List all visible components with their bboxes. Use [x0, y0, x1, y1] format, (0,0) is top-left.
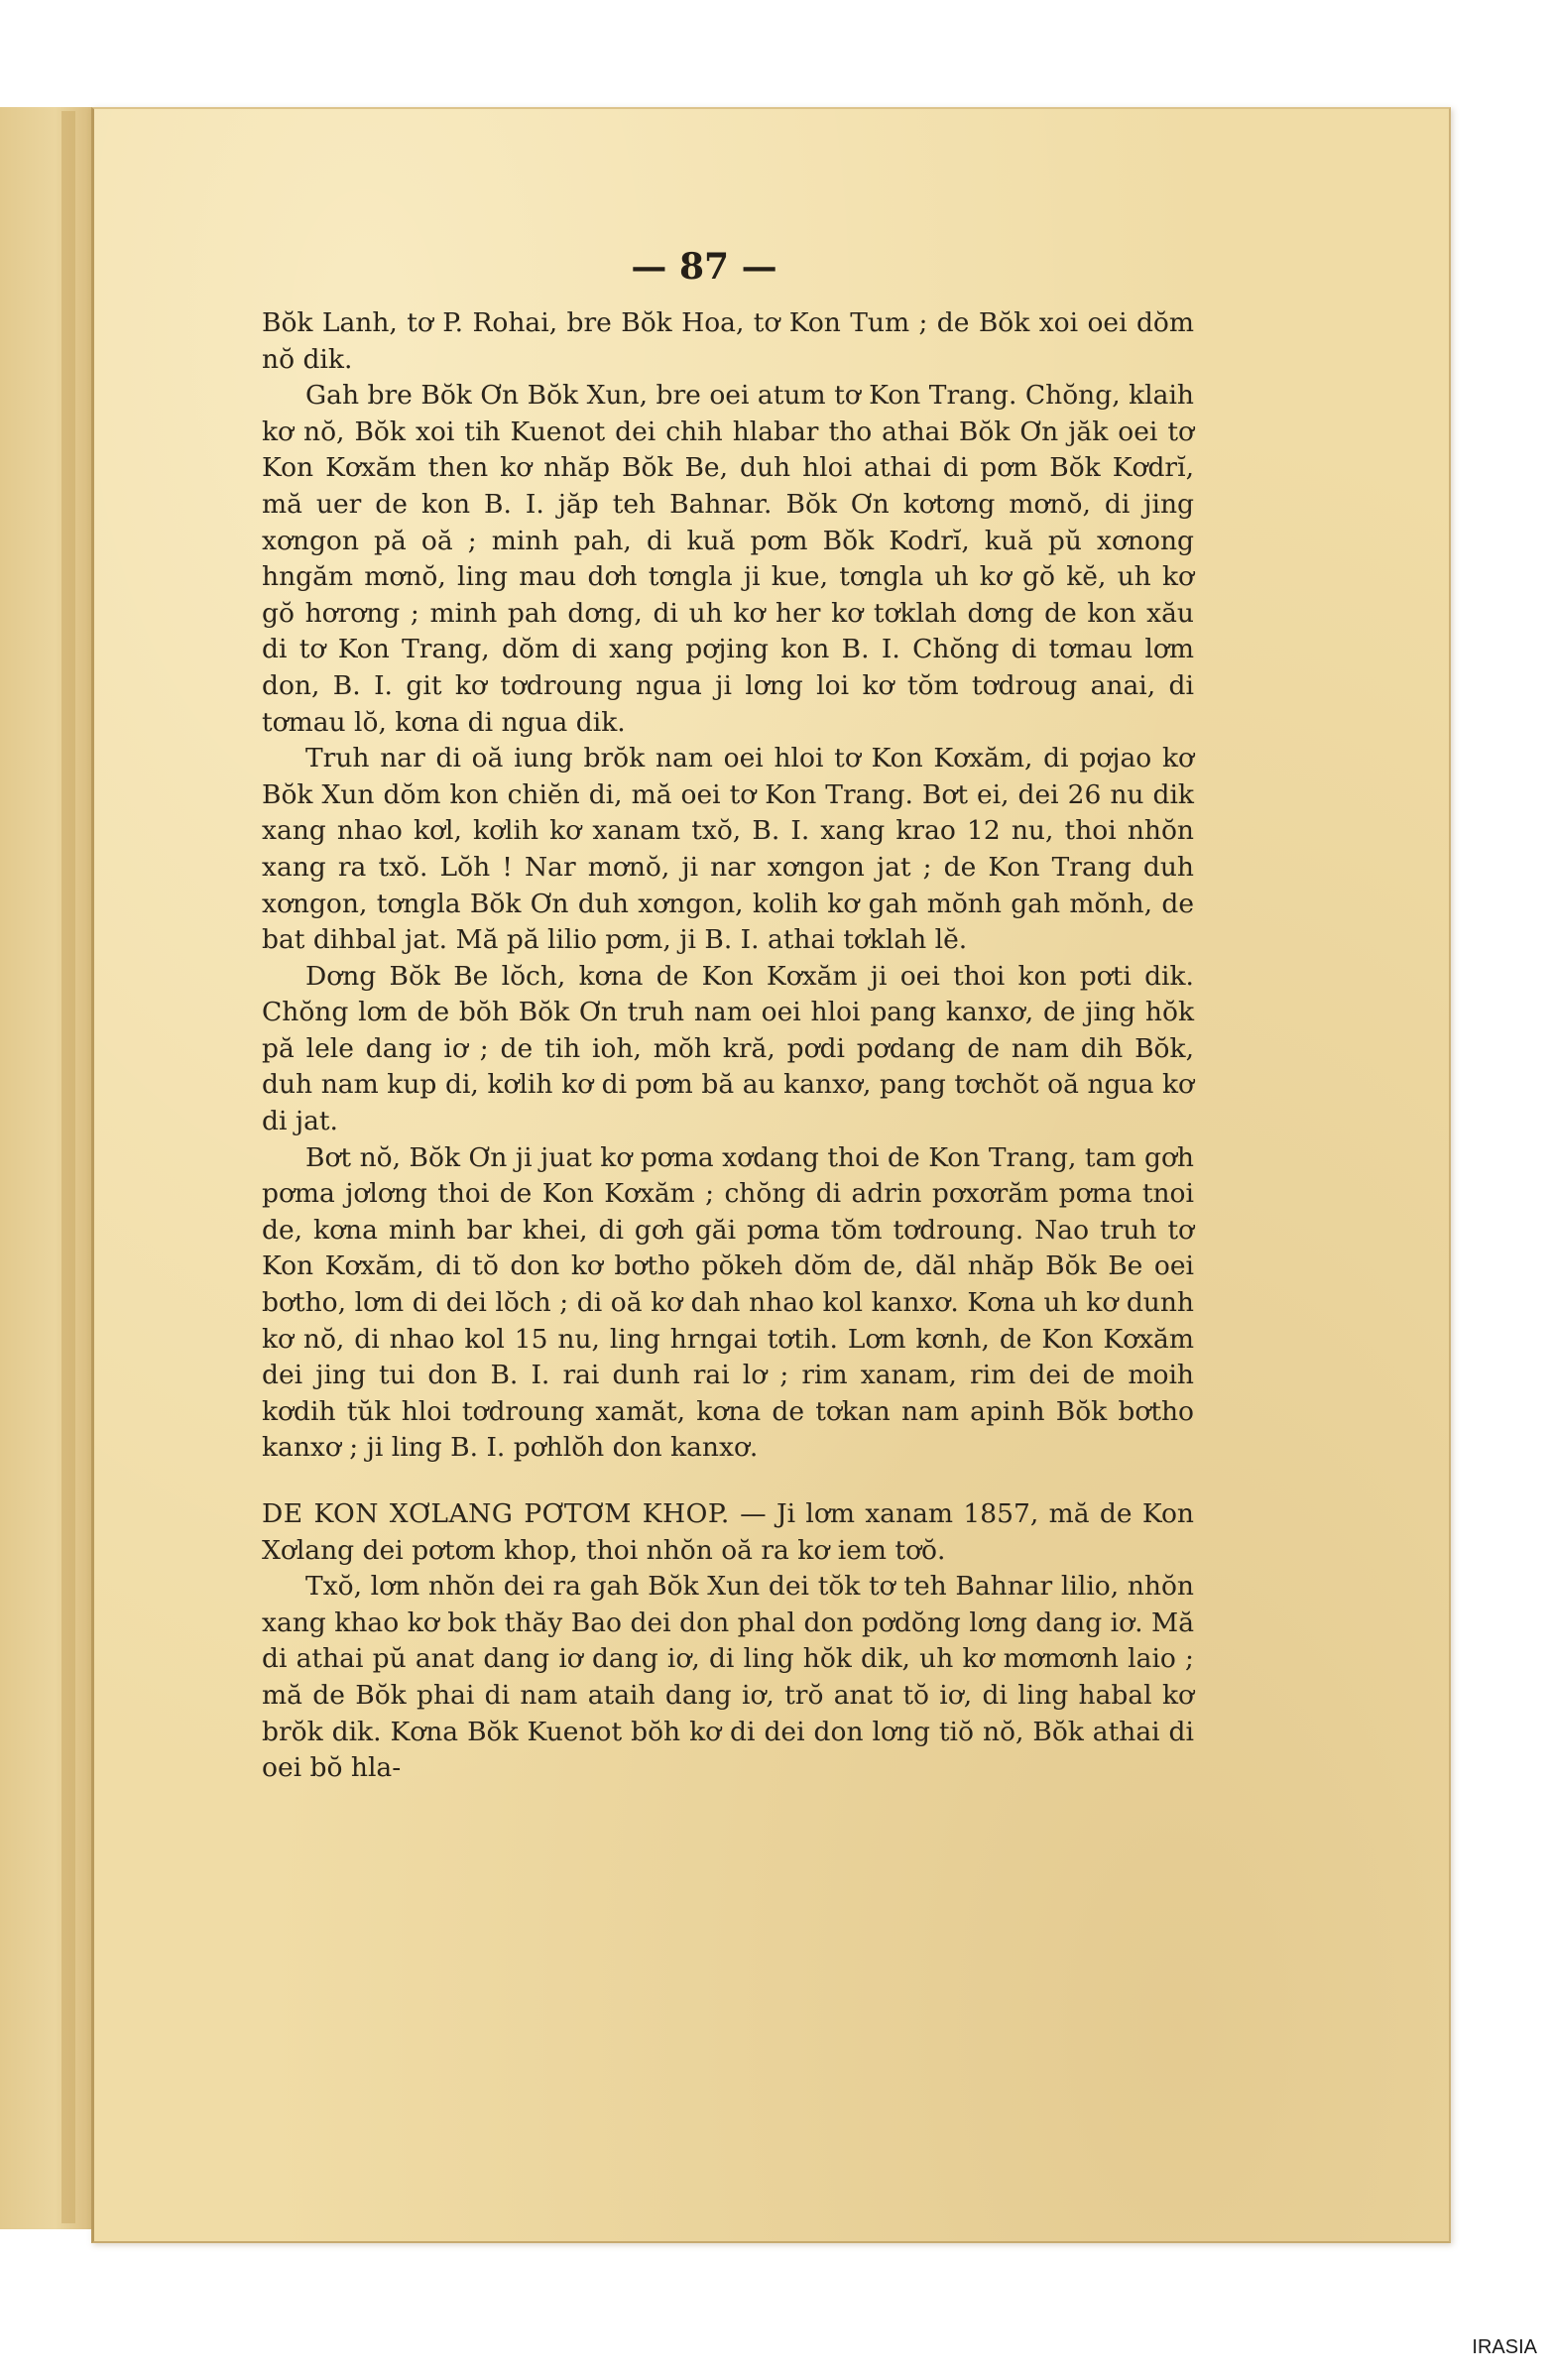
left-page-edge: [0, 107, 91, 2229]
paragraph-1: Bŏk Lanh, tơ P. Rohai, bre Bŏk Hoa, tơ Kon Tum ; de Bŏk xoi oei dŏm nŏ dik.: [262, 307, 1194, 375]
paragraph-7: Txŏ, lơm nhŏn dei ra gah Bŏk Xun dei tŏk tơ teh Bahnar lilio, nhŏn xang khao kơ bok thăy Bao dei don phal don pơdŏng lơng dang iơ. Mă di athai pŭ anat dang iơ dang iơ, di ling hŏk dik, uh kơ mơmơnh laio ; mă de Bŏk phai di nam ataih dang iơ, trŏ anat tŏ iơ, di ling habal kơ brŏk dik. Kơna Bŏk Kuenot bŏh kơ di dei don lơng tiŏ nŏ, Bŏk athai di oei bŏ hla-: [262, 1571, 1194, 1784]
paragraph-3: Truh nar di oă iung brŏk nam oei hloi tơ Kon Kơxăm, di pơjao kơ Bŏk Xun dŏm kon chiĕn di, mă oei tơ Kon Trang. Bơt ei, dei 26 nu dik xang nhao kơl, kơlih kơ xanam txŏ, B. I. xang krao 12 nu, thoi nhŏn xang ra txŏ. Lŏh ! Nar mơnŏ, ji nar xơngon jat ; de Kon Trang duh xơngon, tơngla Bŏk Ơn duh xơngon, kolih kơ gah mŏnh gah mŏnh, de bat dihbal jat. Mă pă lilio pơm, ji B. I. athai tơklah lĕ.: [262, 743, 1194, 956]
paragraph-2: Gah bre Bŏk Ơn Bŏk Xun, bre oei atum tơ Kon Trang. Chŏng, klaih kơ nŏ, Bŏk xoi tih Kuenot dei chih hlabar tho athai Bŏk Ơn jăk oei tơ Kon Kơxăm then kơ nhăp Bŏk Be, duh hloi athai di pơm Bŏk Kơdrĭ, mă uer de kon B. I. jăp teh Bahnar. Bŏk Ơn kơtơng mơnŏ, di jing xơngon pă oă ; minh pah, di kuă pơm Bŏk Kodrĭ, kuă pŭ xơnong hngăm mơnŏ, ling mau dơh tơngla ji kue, tơngla uh kơ gŏ kĕ, uh kơ gŏ hơrơng ; minh pah dơng, di uh kơ her kơ tơklah dơng de kon xău di tơ Kon Trang, dŏm di xang pơjing kon B. I. Chŏng di tơmau lơm don, B. I. git kơ tơdroung ngua ji lơng loi kơ tŏm tơdroug anai, di tơmau lŏ, kơna di ngua dik.: [262, 380, 1194, 738]
paragraph-6-text: — Ji lơm xanam 1857, mă de Kon Xơlang dei pơtơm khop, thoi nhŏn oă ra kơ iem tơŏ.: [262, 1498, 1194, 1566]
binding-shadow: [61, 111, 75, 2223]
page-text: [262, 305, 1194, 1787]
section-gap: [262, 1467, 1194, 1496]
page-number: — 87 —: [631, 246, 777, 288]
watermark-label: IRASIA: [1472, 2336, 1537, 2358]
paragraph-4: Dơng Bŏk Be lŏch, kơna de Kon Kơxăm ji oei thoi kon pơti dik. Chŏng lơm de bŏh Bŏk Ơn truh nam oei hloi pang kanxơ, de jing hŏk pă lele dang iơ ; de tih ioh, mŏh kră, pơdi pơdang de nam dih Bŏk, duh nam kup di, kơlih kơ di pơm bă au kanxơ, pang tơchŏt oă ngua kơ di jat.: [262, 960, 1194, 1137]
section-heading: DE KON XƠLANG PƠTƠM KHOP.: [262, 1498, 730, 1529]
paragraph-5: Bơt nŏ, Bŏk Ơn ji juat kơ pơma xơdang thoi de Kon Trang, tam gơh pơma jơlơng thoi de Kon Kơxăm ; chŏng di adrin pơxơrăm pơma tnoi de, kơna minh bar khei, di gơh găi pơma tŏm tơdroung. Nao truh tơ Kon Kơxăm, di tŏ don kơ bơtho pŏkeh dŏm de, dăl nhăp Bŏk Be oei bơtho, lơm di dei lŏch ; di oă kơ dah nhao kol kanxơ. Kơna uh kơ dunh kơ nŏ, di nhao kol 15 nu, ling hrngai tơtih. Lơm kơnh, de Kon Kơxăm dei jing tui don B. I. rai dunh rai lơ ; rim xanam, rim dei de moih kơdih tŭk hloi tơdroung xamăt, kơna de tơkan nam apinh Bŏk bơtho kanxơ ; ji ling B. I. pơhlŏh don kanxơ.: [262, 1141, 1194, 1464]
paragraph-6: [262, 1496, 1194, 1569]
